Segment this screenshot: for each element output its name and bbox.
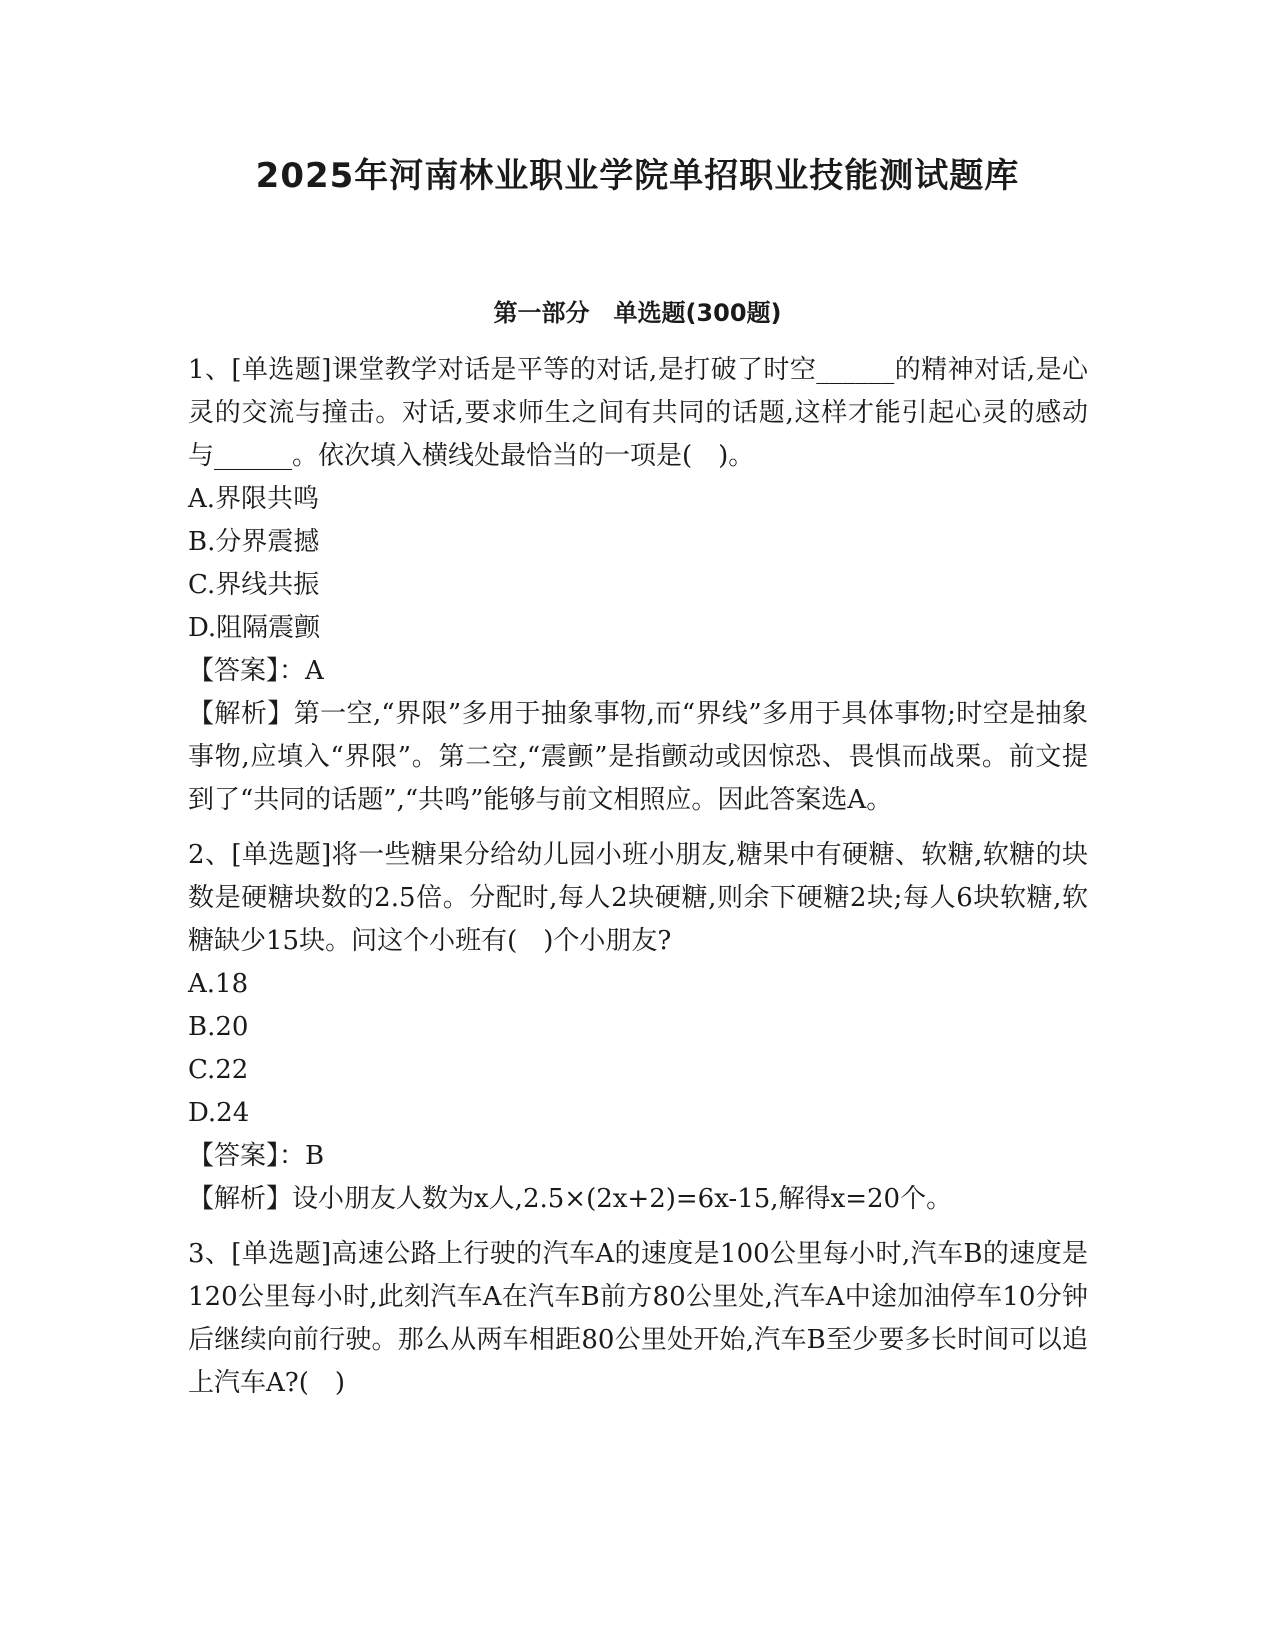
option-c: C.22 [188,1055,249,1085]
option-d: D.阻隔震颤 [188,613,321,643]
option-a: A.18 [188,969,249,999]
answer-value: A [305,656,324,686]
option-a: A.界限共鸣 [188,484,320,514]
question-text: 2、[单选题]将一些糖果分给幼儿园小班小朋友,糖果中有硬糖、软糖,软糖的块数是硬糖块数的2.5倍。分配时,每人2块硬糖,则余下硬糖2块;每人6块软糖,软糖缺少15块。问这个小班有( )个小朋友? [188,840,1088,956]
analysis-label: 【解析】 [188,699,294,729]
option-d: D.24 [188,1098,250,1128]
question-1 [188,349,1088,822]
answer-value: B [305,1141,325,1171]
answer-label: 【答案】： [188,656,306,686]
option-list [188,963,1088,1135]
answer-label: 【答案】： [188,1141,306,1171]
section-title: 第一部分 单选题(300题) [493,299,782,327]
analysis-text: 设小朋友人数为x人,2.5×(2x+2)=6x-15,解得x=20个。 [292,1184,953,1214]
option-b: B.20 [188,1012,249,1042]
question-2 [188,834,1088,1221]
question-3 [188,1233,1088,1405]
option-b: B.分界震撼 [188,527,320,557]
question-text: 1、[单选题]课堂教学对话是平等的对话,是打破了时空______的精神对话,是心灵的交流与撞击。对话,要求师生之间有共同的话题,这样才能引起心灵的感动与______。依次填入横线处最恰当的一项是( )。 [188,355,1088,471]
answer-line [188,650,1088,693]
analysis-label: 【解析】 [188,1184,293,1214]
option-c: C.界线共振 [188,570,320,600]
document-title: 2025年河南林业职业学院单招职业技能测试题库 [255,156,1020,196]
analysis-text: 第一空,“界限”多用于抽象事物,而“界线”多用于具体事物;时空是抽象事物,应填入“界限”。第二空,“震颤”是指颤动或因惊恐、畏惧而战栗。前文提到了“共同的话题”,“共鸣”能够与前文相照应。因此答案选A。 [188,699,1088,815]
option-list [188,478,1088,650]
question-list [188,349,1088,1417]
analysis-block [188,693,1088,822]
answer-line [188,1135,1088,1178]
question-text: 3、[单选题]高速公路上行驶的汽车A的速度是100公里每小时,汽车B的速度是120公里每小时,此刻汽车A在汽车B前方80公里处,汽车A中途加油停车10分钟后继续向前行驶。那么从两车相距80公里处开始,汽车B至少要多长时间可以追上汽车A?( ) [188,1239,1088,1398]
analysis-block [188,1178,1088,1221]
